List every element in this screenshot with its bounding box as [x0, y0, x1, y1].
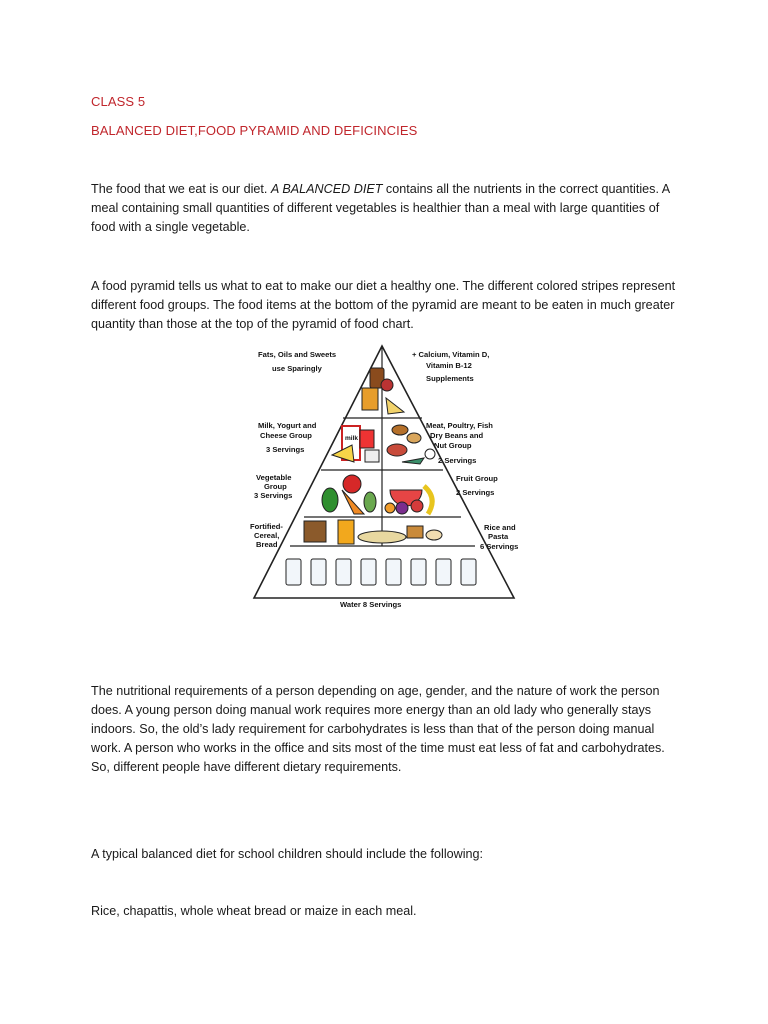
milk-label-line3: 3 Servings	[266, 445, 305, 454]
water-glass-icon	[386, 559, 401, 585]
paragraph-lead: The food that we eat is our diet.	[91, 182, 271, 196]
balanced-diet-emphasis: A BALANCED DIET	[270, 182, 383, 196]
paragraph-typical-diet: A typical balanced diet for school children should include the following:	[91, 847, 484, 861]
supplements-label-line1: + Calcium, Vitamin D,	[412, 350, 490, 359]
meat-label-line4: 2 Servings	[438, 456, 477, 465]
food-pyramid-diagram	[242, 340, 525, 612]
rice-label-line2: Pasta	[488, 532, 509, 541]
water-glass-icon	[411, 559, 426, 585]
milk-label-line1: Milk, Yogurt and	[258, 421, 317, 430]
cereal-label-line1: Fortified-	[250, 522, 283, 531]
bread-loaf-icon	[304, 521, 326, 542]
water-glass-icon	[461, 559, 476, 585]
rice-label-line1: Rice and	[484, 523, 516, 532]
water-glass-icon	[361, 559, 376, 585]
water-glass-icon	[336, 559, 351, 585]
rice-label-line3: 6 Servings	[480, 542, 519, 551]
water-glass-icon	[286, 559, 301, 585]
supplements-label-line2: Vitamin B-12	[426, 361, 472, 370]
pasta-plate-icon	[358, 531, 406, 543]
meat-label-line3: Nut Group	[434, 441, 472, 450]
food-pyramid-figure	[242, 340, 525, 612]
cereal-label-line2: Cereal,	[254, 531, 280, 540]
lettuce-icon	[322, 488, 338, 512]
tomato-icon	[343, 475, 361, 493]
vegetable-label-line3: 3 Servings	[254, 491, 293, 500]
crackers-icon	[407, 526, 423, 538]
milk-label-line2: Cheese Group	[260, 431, 312, 440]
cup-icon	[365, 450, 379, 462]
rice-bowl-icon	[426, 530, 442, 540]
fruit-label-line2: 2 Servings	[456, 488, 495, 497]
yogurt-icon	[360, 430, 374, 448]
paragraph-rest: contains all the nutrients in the correct quantities. A meal containing small quantities of different vegetables is healthier than a meal with large quantities of food with a single vegetable.	[91, 182, 670, 234]
grapes-icon	[396, 502, 408, 514]
chips-bag-icon	[362, 388, 378, 410]
paragraph-nutritional-requirements: The nutritional requirements of a person depending on age, gender, and the nature of work the person does. A young person doing manual work requires more energy than an old lady who generally stays indoors. So, the old’s lady requirement for carbohydrates is less than that of the person doing manual work. A person who works in the office and sits most of the time must eat less of fat and carbohydrates. So, different people have different dietary requirements.	[91, 684, 665, 774]
water-glass-icon	[311, 559, 326, 585]
fruit-label-line1: Fruit Group	[456, 474, 498, 483]
milk-carton-label: milk	[345, 435, 359, 442]
orange-icon	[385, 503, 395, 513]
paragraph-balanced-diet	[91, 180, 681, 237]
egg-icon	[425, 449, 435, 459]
water-label: Water 8 Servings	[340, 600, 402, 609]
vegetable-label-line2: Group	[264, 482, 287, 491]
paragraph-rice-chapattis: Rice, chapattis, whole wheat bread or maize in each meal.	[91, 904, 417, 918]
pepper-icon	[364, 492, 376, 512]
cereal-label-line3: Bread	[256, 540, 278, 549]
vegetable-label-line1: Vegetable	[256, 473, 292, 482]
document-title: BALANCED DIET,FOOD PYRAMID AND DEFICINCIES	[91, 123, 418, 138]
meat-icon	[387, 444, 407, 456]
meat-label-line1: Meat, Poultry, Fish	[426, 421, 493, 430]
beans-icon	[392, 425, 408, 435]
water-glass-icon	[436, 559, 451, 585]
meat-label-line2: Dry Beans and	[430, 431, 484, 440]
supplements-label-line3: Supplements	[426, 374, 474, 383]
donut-icon	[381, 379, 393, 391]
cereal-box-icon	[338, 520, 354, 544]
nuts-icon	[407, 433, 421, 443]
class-label: CLASS 5	[91, 94, 146, 109]
fats-label-line1: Fats, Oils and Sweets	[258, 350, 337, 359]
apple-icon	[411, 500, 423, 512]
paragraph-food-pyramid: A food pyramid tells us what to eat to make our diet a healthy one. The different colored stripes represent different food groups. The food items at the bottom of the pyramid are meant to be eaten in much greater quantity than those at the top of the pyramid of food chart.	[91, 279, 676, 331]
fats-label-line2: use Sparingly	[272, 364, 322, 373]
